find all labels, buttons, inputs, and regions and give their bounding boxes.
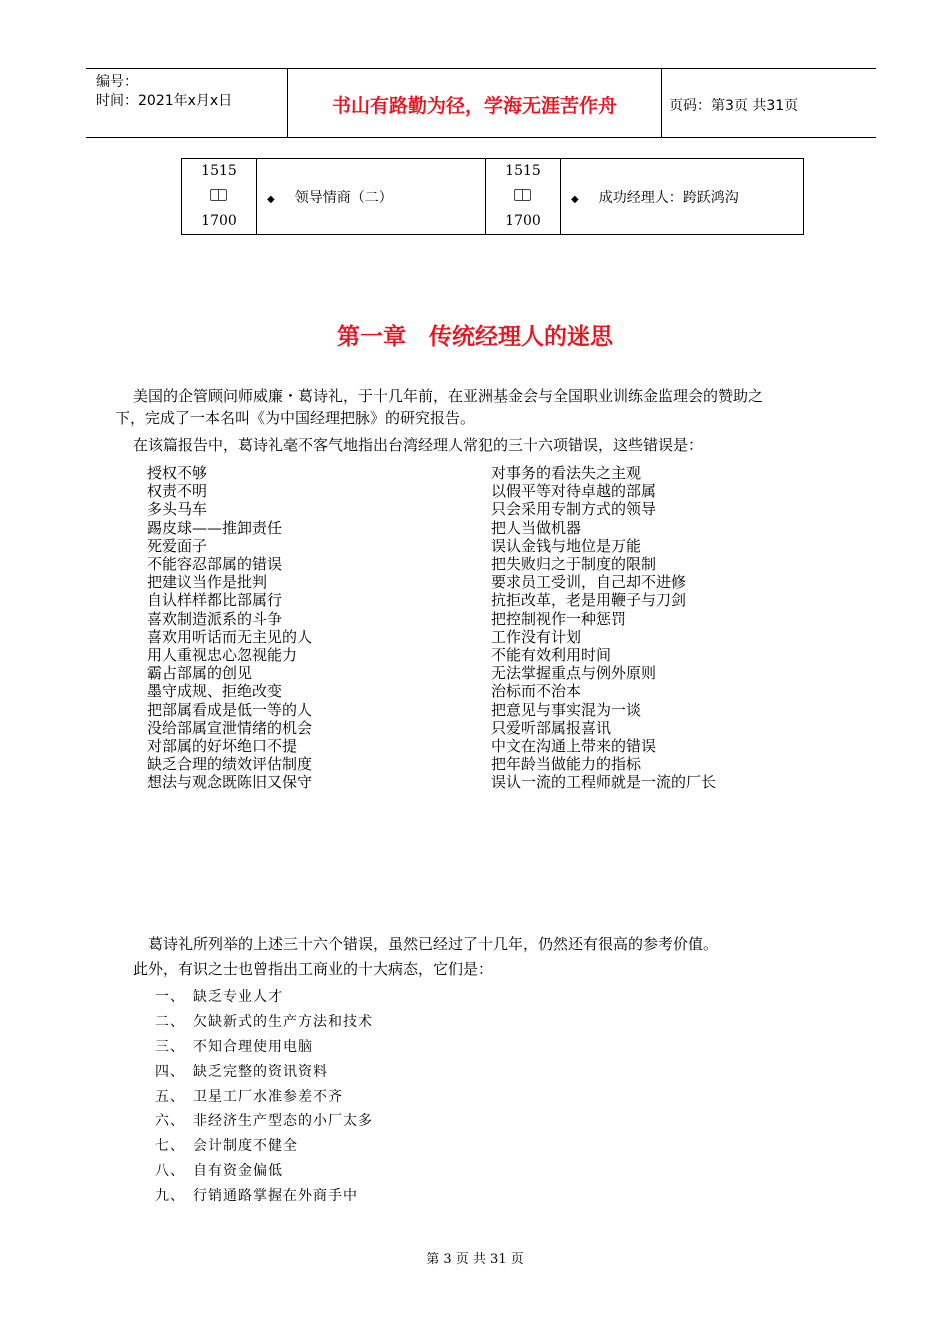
list-item: 工作没有计划 [491,627,582,646]
mistakes-left-column [147,464,312,792]
summary-line-2: 此外，有识之士也曾指出工商业的十大病态，它们是： [133,960,494,978]
item-text: 会计制度不健全 [193,1138,298,1155]
item-number: 七、 [155,1138,185,1155]
list-item [155,1035,373,1060]
item-text: 行销通路掌握在外商手中 [193,1188,358,1205]
item-text: 不知合理使用电脑 [193,1038,313,1055]
list-item: 把失败归之于制度的限制 [491,555,657,574]
item-number: 八、 [155,1163,185,1180]
list-item: 死爱面子 [147,536,208,555]
list-item: 喜欢用听话而无主见的人 [147,627,313,646]
item-number: 九、 [155,1188,185,1205]
header-motto-cell [287,69,662,137]
list-item: 没给部属宣泄情绪的机会 [147,718,313,737]
chapter-title: 第一章 传统经理人的迷思 [337,324,613,350]
item-number: 四、 [155,1063,185,1080]
item-text: 卫星工厂水准参差不齐 [193,1088,343,1105]
motto: 书山有路勤为径，学海无涯苦作舟 [331,95,617,117]
list-item: 把部属看成是低一等的人 [147,700,313,719]
time-label: 时间：2021年x月x日 [96,93,233,109]
list-item: 不能有效利用时间 [491,646,612,665]
time-cell [182,159,257,235]
item-number: 六、 [155,1113,185,1130]
list-item: 无法掌握重点与例外原则 [491,664,657,683]
time-start: 1515 [201,163,237,179]
item-number: 三、 [155,1038,185,1055]
item-text: 缺乏完整的资讯资料 [193,1063,328,1080]
list-item: 踢皮球——推卸责任 [147,518,283,537]
ills-list [155,985,373,1209]
list-item: 多头马车 [147,500,208,519]
diamond-bullet-icon: ◆ [267,193,275,205]
item-text: 自有资金偏低 [193,1163,283,1180]
list-item: 把建议当作是批判 [147,573,268,592]
list-item [155,1159,373,1184]
list-item [155,1134,373,1159]
list-item: 只爱听部属报喜讯 [491,718,612,737]
topic-text: 成功经理人：跨跃鸿沟 [598,189,739,206]
page-header [86,68,876,138]
list-item: 只会采用专制方式的领导 [491,500,657,519]
table-row [182,159,804,235]
number-label: 编号： [96,74,138,90]
schedule-table [181,158,804,235]
list-item [155,1060,373,1085]
list-item: 想法与观念既陈旧又保守 [147,773,313,792]
list-item: 权责不明 [147,482,208,501]
topic-cell [257,159,486,235]
page-label: 页码：第3页 共31页 [669,98,799,114]
list-item: 对部属的好坏绝口不提 [147,737,298,756]
list-item: 误认金钱与地位是万能 [491,536,642,555]
header-meta [86,69,287,137]
topic-text: 领导情商（二） [294,189,393,206]
list-item: 中文在沟通上带来的错误 [491,737,657,756]
list-item: 抗拒改革，老是用鞭子与刀剑 [491,591,687,610]
list-item: 霸占部属的创见 [147,664,253,683]
list-item: 误认一流的工程师就是一流的厂长 [491,773,717,792]
item-text: 欠缺新式的生产方法和技术 [193,1013,373,1030]
list-item: 把控制视作一种惩罚 [491,609,627,628]
book-icon [514,188,532,200]
list-item: 用人重视忠心忽视能力 [147,646,298,665]
item-number: 二、 [155,1013,185,1030]
list-item: 不能容忍部属的错误 [147,555,283,574]
list-item: 授权不够 [147,464,208,482]
time-cell [486,159,561,235]
list-item: 缺乏合理的绩效评估制度 [147,755,313,774]
item-number: 一、 [155,989,185,1005]
list-item: 喜欢制造派系的斗争 [147,609,283,628]
list-item: 以假平等对待卓越的部属 [491,482,657,501]
list-item: 对事务的看法失之主观 [491,464,642,482]
list-item [155,1109,373,1134]
page-footer: 第 3 页 共 31 页 [426,1252,524,1267]
summary-line-1: 葛诗礼所列举的上述三十六个错误，虽然已经过了十几年，仍然还有很高的参考价值。 [148,935,719,953]
list-item [155,1184,373,1209]
time-start: 1515 [505,163,541,179]
list-item: 把意见与事实混为一谈 [491,700,642,719]
time-end: 1700 [505,213,541,229]
list-item: 墨守成规、拒绝改变 [147,682,283,701]
book-icon [210,188,228,200]
list-item: 把人当做机器 [491,518,582,537]
list-item [155,1010,373,1035]
intro-line-2: 下，完成了一本名叫《为中国经理把脉》的研究报告。 [115,409,476,427]
intro-line-3: 在该篇报告中，葛诗礼毫不客气地指出台湾经理人常犯的三十六项错误，这些错误是： [133,436,704,454]
diamond-bullet-icon: ◆ [571,193,579,205]
time-end: 1700 [201,213,237,229]
list-item: 治标而不治本 [491,682,582,701]
list-item: 要求员工受训，自己却不进修 [491,573,687,592]
header-page-cell [661,69,876,137]
list-item [155,985,373,1010]
item-text: 缺乏专业人才 [193,989,283,1005]
topic-cell [561,159,804,235]
mistakes-right-column [491,464,716,792]
list-item [155,1085,373,1110]
intro-line-1: 美国的企管顾问师威廉・葛诗礼，于十几年前，在亚洲基金会与全国职业训练金监理会的赞助之 [133,387,764,405]
item-text: 非经济生产型态的小厂太多 [193,1113,373,1130]
item-number: 五、 [155,1088,185,1105]
list-item: 把年龄当做能力的指标 [491,755,642,774]
list-item: 自认样样都比部属行 [147,591,283,610]
